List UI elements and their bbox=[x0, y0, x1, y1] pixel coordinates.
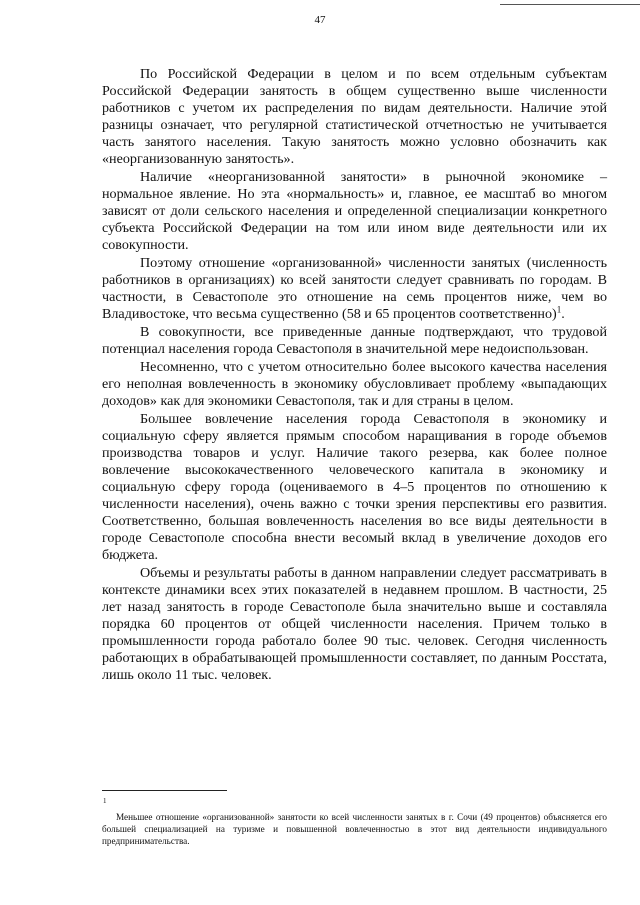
paragraph-2: Наличие «неорганизованной занятости» в рыночной экономике – нормальное явление. Но эта «нормальность» и, главное, ее масштаб во многом зависят от доли сельского населения и определенной специализации конкретного субъекта Российской Федерации на том или ином виде деятельности или их совокупности. bbox=[102, 169, 607, 253]
footnote bbox=[102, 811, 607, 847]
paragraph-3-text: Поэтому отношение «организованной» численности занятых (численность работников в организациях) ко всей занятости следует сравнивать по городам. В частности, в Севастополе это отношение на семь процентов ниже, чем во Владивостоке, что весьма существенно (58 и 65 процентов соответственно) bbox=[102, 255, 607, 322]
page-number: 47 bbox=[314, 14, 326, 26]
footnote-mark: 1 bbox=[103, 797, 107, 805]
footnote-reference-suffix: . bbox=[561, 306, 565, 322]
body-text bbox=[102, 66, 607, 685]
footnote-reference: 1 bbox=[556, 304, 562, 315]
paragraph-5: Несомненно, что с учетом относительно более высокого качества населения его неполная вовлеченность в экономику обусловливает проблему «выпадающих доходов» как для экономики Севастополя, так и для страны в целом. bbox=[102, 359, 607, 409]
paragraph-7: Объемы и результаты работы в данном направлении следует рассматривать в контексте динамики всех этих показателей в недавнем прошлом. В частности, 25 лет назад занятость в городе Севастополе была значительно выше и составляла порядка 60 процентов от общей численности населения. Причем только в промышленности города работало более 90 тыс. человек. Сегодня численность работающих в обрабатывающей промышленности составляет, по данным Росстата, лишь около 11 тыс. человек. bbox=[102, 565, 607, 683]
paragraph-1: По Российской Федерации в целом и по всем отдельным субъектам Российской Федерации занятость в общем существенно выше численности работников с учетом их распределения по видам деятельности. Наличие этой разницы означает, что регулярной статистической отчетностью не учитывается часть занятого населения. Такую занятость можно условно обозначить как «неорганизованную занятость». bbox=[102, 66, 607, 167]
paragraph-3 bbox=[102, 255, 607, 323]
scan-edge-line bbox=[500, 4, 640, 5]
paragraph-6: Большее вовлечение населения города Севастополя в экономику и социальную сферу является прямым способом наращивания в городе объемов производства товаров и услуг. Наличие такого резерва, как более полное вовлечение высококачественного человеческого капитала в экономику и социальную сферу города (оцениваемого в 4–5 процентов по отношению к численности населения), очень важно с точки зрения перспективы его развития. Соответственно, большая вовлеченность населения во все виды деятельности в городе Севастополе способна внести весомый вклад в увеличение доходов его бюджета. bbox=[102, 411, 607, 563]
footnote-separator bbox=[102, 790, 227, 791]
paragraph-4: В совокупности, все приведенные данные подтверждают, что трудовой потенциал населения города Севастополя в значительной мере недоиспользован. bbox=[102, 324, 607, 357]
footnote-text: Меньшее отношение «организованной» занятости ко всей численности занятых в г. Сочи (49 процентов) объясняется его большей специализацией на туризме и повышенной вовлеченностью в этот вид деятельности индивидуального предпринимательства. bbox=[102, 812, 607, 846]
